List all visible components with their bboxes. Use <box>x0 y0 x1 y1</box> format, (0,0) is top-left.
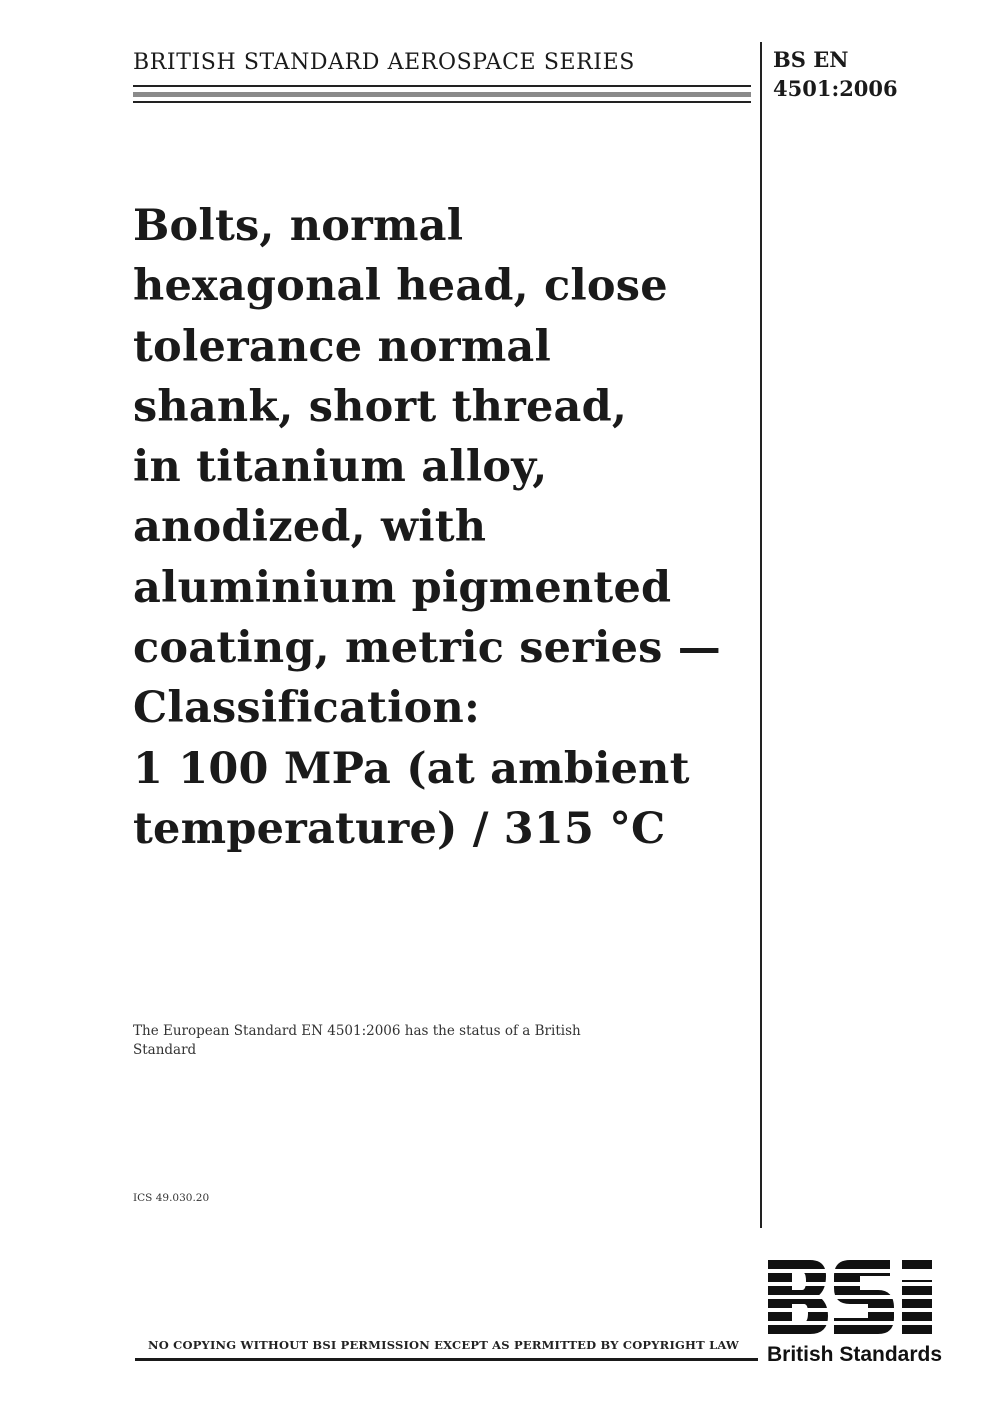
title-line: in titanium alloy, <box>133 442 548 493</box>
header-rule-grey <box>133 92 751 97</box>
standard-number-line1: BS EN <box>773 47 849 72</box>
bsi-logo <box>762 1260 952 1370</box>
title-line: 1 100 MPa (at ambient <box>133 743 690 794</box>
series-title: BRITISH STANDARD AEROSPACE SERIES <box>133 50 635 75</box>
standard-number-line2: 4501:2006 <box>773 76 898 101</box>
title-line: coating, metric series — <box>133 623 721 674</box>
header-rule-bottom <box>133 101 751 103</box>
title-line: hexagonal head, close <box>133 261 668 312</box>
title-line: anodized, with <box>133 502 487 553</box>
ics-code: ICS 49.030.20 <box>133 1192 210 1204</box>
title-line: temperature) / 315 °C <box>133 803 666 854</box>
document-title <box>133 196 773 859</box>
header-rule-top <box>133 85 751 87</box>
title-line: shank, short thread, <box>133 381 628 432</box>
status-statement: The European Standard EN 4501:2006 has the status of a British Standard <box>133 1023 581 1058</box>
copyright-notice: NO COPYING WITHOUT BSI PERMISSION EXCEPT AS PERMITTED BY COPYRIGHT LAW <box>148 1338 740 1352</box>
standard-number <box>773 45 898 103</box>
logo-caption: British Standards <box>767 1343 943 1366</box>
title-line: tolerance normal <box>133 321 552 372</box>
footer-rule <box>135 1358 758 1361</box>
title-line: aluminium pigmented <box>133 562 672 613</box>
title-line: Bolts, normal <box>133 201 464 251</box>
title-line: Classification: <box>133 683 481 734</box>
